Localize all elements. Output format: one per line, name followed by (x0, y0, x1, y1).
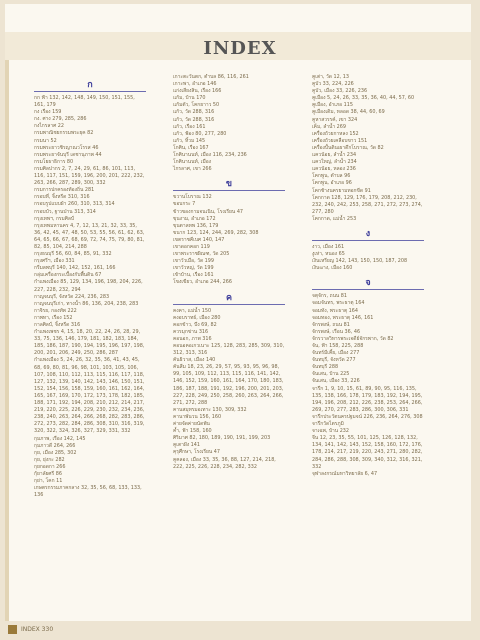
index-entry: กลุ่มเครื่องกระเบื้องกับพื้นดิน 67 (34, 272, 102, 279)
index-entry: โคกกาด 128, 129, 176, 179, 208, 212, 230, 232, 240, 242, 253, 258, 271, 272, 273, 274, 277, 280 (312, 194, 423, 215)
index-entry: กงไกรลาศ 22 (34, 123, 65, 130)
index-entry: คูหาสวรรค์, เขา 324 (312, 116, 358, 123)
index-entry: จีน 12, 23, 35, 55, 101, 125, 126, 128, 132, 134, 141, 142, 143, 152, 158, 160, 172, 176, 178, 214, 217, 219, 220, 243, 271, 280, 282, 284, 286, 288, 308, 309, 340, 312, 316, 321, 332 (312, 435, 423, 470)
index-entry: คูบัว, เมือง 33, 226, 236 (312, 88, 368, 95)
index-entry: เครื่องถ้วยกาหลง 152 (312, 130, 359, 137)
index-entry: เกาะตะวันตก, ตำบล 86, 116, 261 (173, 74, 249, 80)
index-entry: จอมจันทร, พระธาตุ 164 (312, 300, 365, 307)
index-entry: จารึกประวัตนครปฐมจน์ 226, 236, 264, 276, 308 (312, 413, 423, 420)
index-entry: โคกพูน, อำเภอ 96 (312, 180, 352, 187)
index-entry: จันทบุรี 288 (312, 364, 339, 371)
footer-marker (8, 625, 17, 634)
index-entry: คอนอก, ภาพ 316 (173, 335, 212, 342)
index-entry: กรมโยธาธิการ 80 (34, 158, 74, 165)
index-entry: ขวานโบราณ 132 (173, 194, 212, 201)
index-entry: เขาดอกคอก 119 (173, 243, 210, 250)
index-entry: กรมศิลปากร 2, 7, 24, 29, 61, 86, 101, 113, 116, 117, 151, 159, 196, 200, 201, 222, 232, 263, 266, 287, 289, 300, 332 (34, 165, 145, 187)
index-entry: กรีมลพบุรี 140, 142, 152, 161, 166 (34, 265, 116, 272)
index-entry: กรุงศรีฯ, เมือง 331 (34, 258, 75, 265)
index-entry: เงินฆาง, เมือง 160 (312, 265, 353, 272)
index-entry: แควใหญ่, ลำน้ำ 234 (312, 159, 357, 166)
index-entry: โคกช้างนครยามทอกขีด 91 (312, 187, 371, 194)
index-entry: จอมทัง, พระธาตุ 164 (312, 307, 359, 314)
index-column-1 (34, 74, 146, 499)
index-entry: กรอบบัว, ฐานป่าน 313, 314 (34, 208, 96, 215)
index-entry: กุมภาวดี 264, 266 (34, 442, 76, 449)
index-entry: กรุงเทพมหานคร 4, 7, 12, 13, 21, 32, 33, 35, 36, 42, 45, 47, 48, 50, 53, 55, 56, 61, 62, 63, 64, 65, 66, 67, 68, 69, 72, 74, 75, 79, 80, 81, 82, 85, 104, 214, 288 (34, 222, 145, 250)
index-entry: กก ฟ้า 132, 142, 148, 149, 150, 151, 155, 161, 179 (34, 95, 135, 109)
index-entry: ไกรลาศ, เขา 266 (173, 166, 212, 173)
index-entry: จัน, ฟ้า 158, 225, 288 (312, 343, 364, 349)
index-entry: กาญจนบุรีเก่า, ทางน้ำ 86, 136, 204, 238, 283 (34, 300, 139, 307)
index-entry: เข้าบ้าน, เรือง 161 (173, 272, 214, 279)
index-entry: แก้ว, เรือง 161 (173, 123, 206, 130)
index-entry: จารึกวัดไตรภูมิ (312, 421, 344, 428)
letter-heading: ง (312, 229, 424, 241)
index-entry: คูบัว 33, 224, 226 (312, 81, 354, 88)
index-entry: กรมการปกครองท้องถิ่น 281 (34, 187, 95, 194)
index-entry: งูเห่า, หนอง 65 (312, 251, 345, 258)
index-entry: เงินเหรียญ 142, 143, 150, 150, 187, 208 (312, 258, 408, 265)
index-entry: คงอบราทธ์, เมือง 280 (173, 314, 221, 321)
index-entry: คูเตาฝัง 141 (173, 442, 201, 449)
footer-bar (0, 621, 480, 640)
index-entry: จุฬาลงกรณ์มหาวิทยาลัย 6, 47 (312, 470, 378, 477)
index-entry: ควรมุกข่าน 316 (173, 328, 209, 335)
index-entry: เครื่องปั้นดินเผาดึกโบราณ, วัด 82 (312, 144, 384, 151)
index-entry: จอมทอง, พระธาตุ 146, 161 (312, 314, 374, 321)
index-entry: กง เรือง 159 (34, 109, 62, 116)
index-entry: คานาพันวน 156, 160 (173, 413, 222, 420)
index-entry: แก้ว, วัด 288, 316 (173, 109, 215, 116)
index-entry: กุ้ยาลัยศรี 86 (34, 470, 62, 477)
letter-heading: จ (312, 278, 424, 290)
index-column-2 (173, 74, 285, 471)
index-column-3 (312, 74, 424, 478)
index-entry: กง. ศาง 279, 285, 286 (34, 116, 87, 123)
index-entry: จักรวาลวิหารพระเจดีย์จักรพาก, วัด 82 (312, 335, 394, 342)
index-entry: กำแพงเมือง 85, 129, 134, 196, 198, 204, 226, 227, 228, 232, 294 (34, 279, 143, 293)
index-entry: จักรพงษ์, เรือน 36, 46 (312, 328, 361, 335)
index-entry: ค่ายจัดค่ายนัดพ้น (173, 421, 210, 428)
index-entry: แก่งเสียงสิน, เรือง 166 (173, 88, 222, 95)
index-entry: จันเสน, เมือง 33, 226 (312, 378, 360, 385)
index-entry: คูเมือง 5, 24, 26, 33, 35, 36, 40, 44, 57, 60 (312, 95, 415, 102)
index-entry: จันทบุรี, จังหวัด 277 (312, 357, 356, 364)
index-entry: คันธิวาส, เมือง 140 (173, 357, 216, 364)
index-entry: กาพทา, เรือง 152 (34, 314, 73, 321)
letter-heading: ก (34, 80, 146, 92)
index-entry: กาจิรย, กองทัพ 222 (34, 307, 77, 314)
index-entry: เขาพระราชผิณฑ, วัด 205 (173, 251, 230, 258)
index-entry: แควน้อย, หลอง 236 (312, 166, 356, 173)
side-strip (5, 36, 9, 621)
index-entry: แก้ว, ฟ้อง 80, 277, 280 (173, 130, 227, 137)
index-entry: จักรพงษ์, ถนน 81 (312, 321, 350, 328)
index-entry: ขอบกระ 7 (173, 201, 196, 208)
index-entry: คูเมืองเดิม, หลอด 38, 44, 60, 69 (312, 109, 385, 116)
index-entry: คานสมุทรมอเทาะ 130, 309, 332 (173, 406, 247, 413)
index-entry: กรมพาณิชยกรรมพระยุค 82 (34, 130, 94, 137)
index-entry: กรุงธนบุรี 56, 60, 84, 85, 91, 332 (34, 251, 112, 258)
index-entry: โกศินานนท์, เมือง 116, 234, 236 (173, 152, 247, 159)
index-entry: คุรุศึกษา, โรงเรียน 47 (173, 449, 220, 456)
index-entry: กรมพระยาวชิรญาณวโรรส 46 (34, 144, 99, 151)
index-entry: โขงเขียว, อำเภอ 244, 266 (173, 279, 232, 286)
index-entry: กำแพงเพชร 4, 15, 18, 20, 22, 24, 26, 28, 29, 33, 75, 136, 146, 179, 181, 182, 183, 184, 185, 186, 187, 190, 194, 195, 196, 197, 198, 200, 201, 206, 249, 250, 286, 287 (34, 329, 145, 357)
index-entry: แก้ว, หิ้วม 145 (173, 137, 206, 144)
index-entry: จตุจักร, ถนน 81 (312, 293, 348, 300)
index-entry: โกศินานนท์, เมือง (173, 159, 212, 166)
index-entry: กรมพระยาจันบุรี เดชานุภาพ 44 (34, 151, 102, 158)
index-entry: คูคลอง, เมือง 33, 35, 36, 88, 127, 214, 218, 222, 225, 226, 228, 234, 282, 332 (173, 456, 276, 470)
index-entry: กาลศิลป์, จิ้งหรีด 316 (34, 322, 81, 328)
index-entry: ค้ำ, ฟ้า 158, 160 (173, 428, 212, 435)
index-entry: โกศิน, เรือง 167 (173, 144, 209, 151)
index-entry: เกษตรกรรมภาคกลาง 32, 35, 56, 68, 133, 133, 136 (34, 485, 142, 499)
index-entry: จันเสน, บ้าน 225 (312, 371, 350, 378)
index-entry: กรอบที่, จิ้งหรีด 310, 316 (34, 194, 90, 201)
index-entry: กรมนา 52 (34, 137, 57, 144)
index-entry: กุยกอดกา 266 (34, 463, 66, 470)
index-entry: เขาวัวเมือ, วัด 199 (173, 258, 215, 265)
index-entry: กำแพงเมือง 5, 24, 26, 32, 35, 36, 41, 43, 45, 68, 69, 80, 81, 96, 98, 101, 103, 105, 106, 107, 108, 110, 112, 113, 115, 116, 117, 118, 127, 132, 139, 140, 142, 143, 146, 150, 151, 152, 154, 156, 158, 159, 160, 161, 162, 164, 165, 167, 169, 170, 172, 173, 178, 182, 185, 188, 171, 192, 194, 208, 210, 212, 214, 217, 219, 220, 225, 226, 229, 230, 232, 234, 236, 238, 240, 263, 264, 266, 268, 282, 283, 286, 272, 273, 282, 284, 286, 308, 310, 316, 319, 320, 322, 324, 326, 327, 329, 331, 332 (34, 357, 145, 435)
index-entry: กรุงเทพฯ, กรมศิลป์ (34, 215, 74, 222)
index-entry: แก้ม, บ้าน 170 (173, 95, 206, 102)
page-title: INDEX (203, 38, 277, 59)
index-entry: งาว, เมือง 161 (312, 243, 345, 250)
index-entry: โคกกาด, แม่น้ำ 253 (312, 215, 357, 222)
index-entry: ขุนตาลทพ 136, 179 (173, 222, 219, 229)
index-entry: แก้มตัว, โคกยาาว 50 (173, 102, 220, 109)
index-entry: คอกข้าว, บึง 69, 82 (173, 321, 217, 328)
letter-heading: ค (173, 293, 285, 305)
index-entry: คูเต่า, วัด 12, 13 (312, 74, 350, 80)
index-entry: ขุนงาม, อำเภอ 172 (173, 215, 216, 222)
index-entry: คงคา, แม่น้ำ 150 (173, 307, 212, 314)
index-entry: เขาวัวหญ่, วัด 199 (173, 265, 214, 272)
index-entry: ขนาก 123, 124, 244, 269, 282, 308 (173, 229, 259, 236)
index-entry: จันทร์มีเคี้ย, เมือง 277 (312, 350, 360, 357)
index-entry: แก้ว, วัด 288, 316 (173, 116, 215, 123)
index-entry: คูเมือง, อำเภอ 115 (312, 102, 354, 109)
index-entry: โคกพูน, ตำบล 96 (312, 173, 351, 180)
index-entry: กุย, เมือง 285, 302 (34, 449, 77, 456)
index-entry: กรอบรูปแบบผ้า 260, 310, 313, 314 (34, 201, 115, 208)
index-entry: จารึก 1, 9, 10, 15, 61, 89, 90, 95, 116, 135, 135, 138, 166, 178, 179, 183, 192, 194, 195, 194, 196, 208, 212, 226, 238, 253, 264, 266, 269, 270, 277, 283, 286, 300, 306, 331 (312, 385, 423, 413)
index-entry: กุย, ยุ่งกะ 282 (34, 456, 65, 463)
index-entry: คันสีม 18, 23, 26, 29, 57, 95, 93, 95, 96, 98, 99, 105, 109, 112, 113, 115, 116, 141, 142, 146, 152, 159, 160, 161, 164, 170, 180, 183, 186, 187, 188, 191, 192, 196, 200, 201, 203, 227, 228, 249, 250, 258, 260, 263, 264, 266, 271, 272, 288 (173, 364, 284, 406)
index-entry: คอนอคอเกวเนาะ 125, 128, 283, 285, 309, 310, 312, 313, 316 (173, 343, 285, 357)
index-entry: ศิริมาศ 82, 180, 189, 190, 191, 199, 203 (173, 435, 271, 442)
index-entry: จาเฉพ, บ้าน 232 (312, 428, 350, 435)
index-entry: กุมภาพ, เรือง 142, 145 (34, 435, 86, 442)
index-entry: กาญจนบุรี, จังหวัด 224, 236, 283 (34, 293, 110, 300)
index-entry: แควน้อย, ลำน้ำ 234 (312, 152, 357, 159)
page-number: INDEX 330 (21, 626, 54, 633)
index-entry: กุย่า, โคก 11 (34, 478, 63, 485)
index-entry: เค็ม, ลำน้ำ 269 (312, 123, 346, 130)
index-entry: เกาะพา, อำเภอ 146 (173, 81, 217, 88)
index-entry: เครื่องถ้วยเคลือบขาว 151 (312, 137, 368, 144)
index-entry: ข้าวของกามจนเนิน, โรงเรียน 47 (173, 208, 244, 215)
index-entry: เขตราชคีเบศ 140, 147 (173, 236, 225, 243)
letter-heading: ข (173, 179, 285, 191)
